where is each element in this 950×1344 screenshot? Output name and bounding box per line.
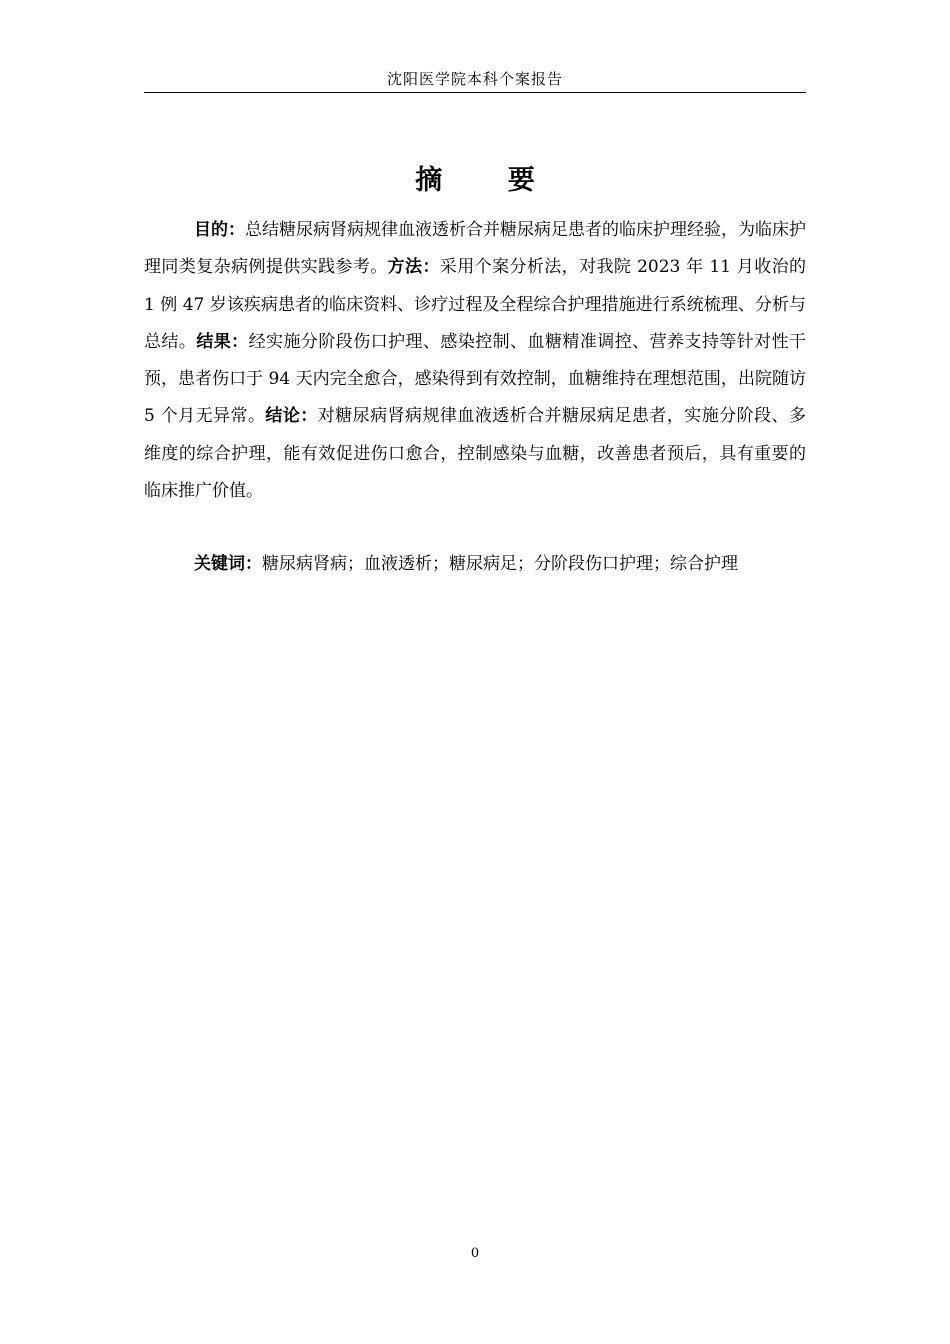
conclusion-text: 对糖尿病肾病规律血液透析合并糖尿病足患者，实施分阶段、多维度的综合护理，能有效促进伤口愈合，控制感染与血糖，改善患者预后，具有重要的临床推广价值。 bbox=[144, 406, 806, 502]
result-text: 经实施分阶段伤口护理、感染控制、血糖精准调控、营养支持等针对性干预，患者伤口于 94 天内完全愈合，感染得到有效控制，血糖维持在理想范围，出院随访 5 个月无异常。 bbox=[144, 331, 807, 427]
abstract-title: 摘 要 bbox=[415, 165, 563, 196]
objective-text: 总结糖尿病肾病规律血液透析合并糖尿病足患者的临床护理经验，为临床护理同类复杂病例提供实践参考。 bbox=[144, 220, 806, 278]
objective-label: 目的： bbox=[194, 220, 245, 240]
method-label: 方法： bbox=[387, 257, 440, 278]
abstract-paragraph bbox=[144, 212, 806, 510]
page-header: 沈阳医学院本科个案报告 bbox=[144, 66, 806, 93]
keywords-text: 糖尿病肾病；血液透析；糖尿病足；分阶段伤口护理；综合护理 bbox=[262, 554, 738, 574]
keywords-paragraph bbox=[144, 546, 806, 583]
conclusion-label: 结论： bbox=[265, 406, 318, 427]
keywords-label: 关键词： bbox=[194, 554, 262, 574]
result-label: 结果： bbox=[196, 331, 249, 352]
page-number: 0 bbox=[470, 1246, 480, 1261]
method-text: 采用个案分析法，对我院 2023 年 11 月收治的 1 例 47 岁该疾病患者的临床资料、诊疗过程及全程综合护理措施进行系统梳理、分析与总结。 bbox=[144, 257, 807, 352]
